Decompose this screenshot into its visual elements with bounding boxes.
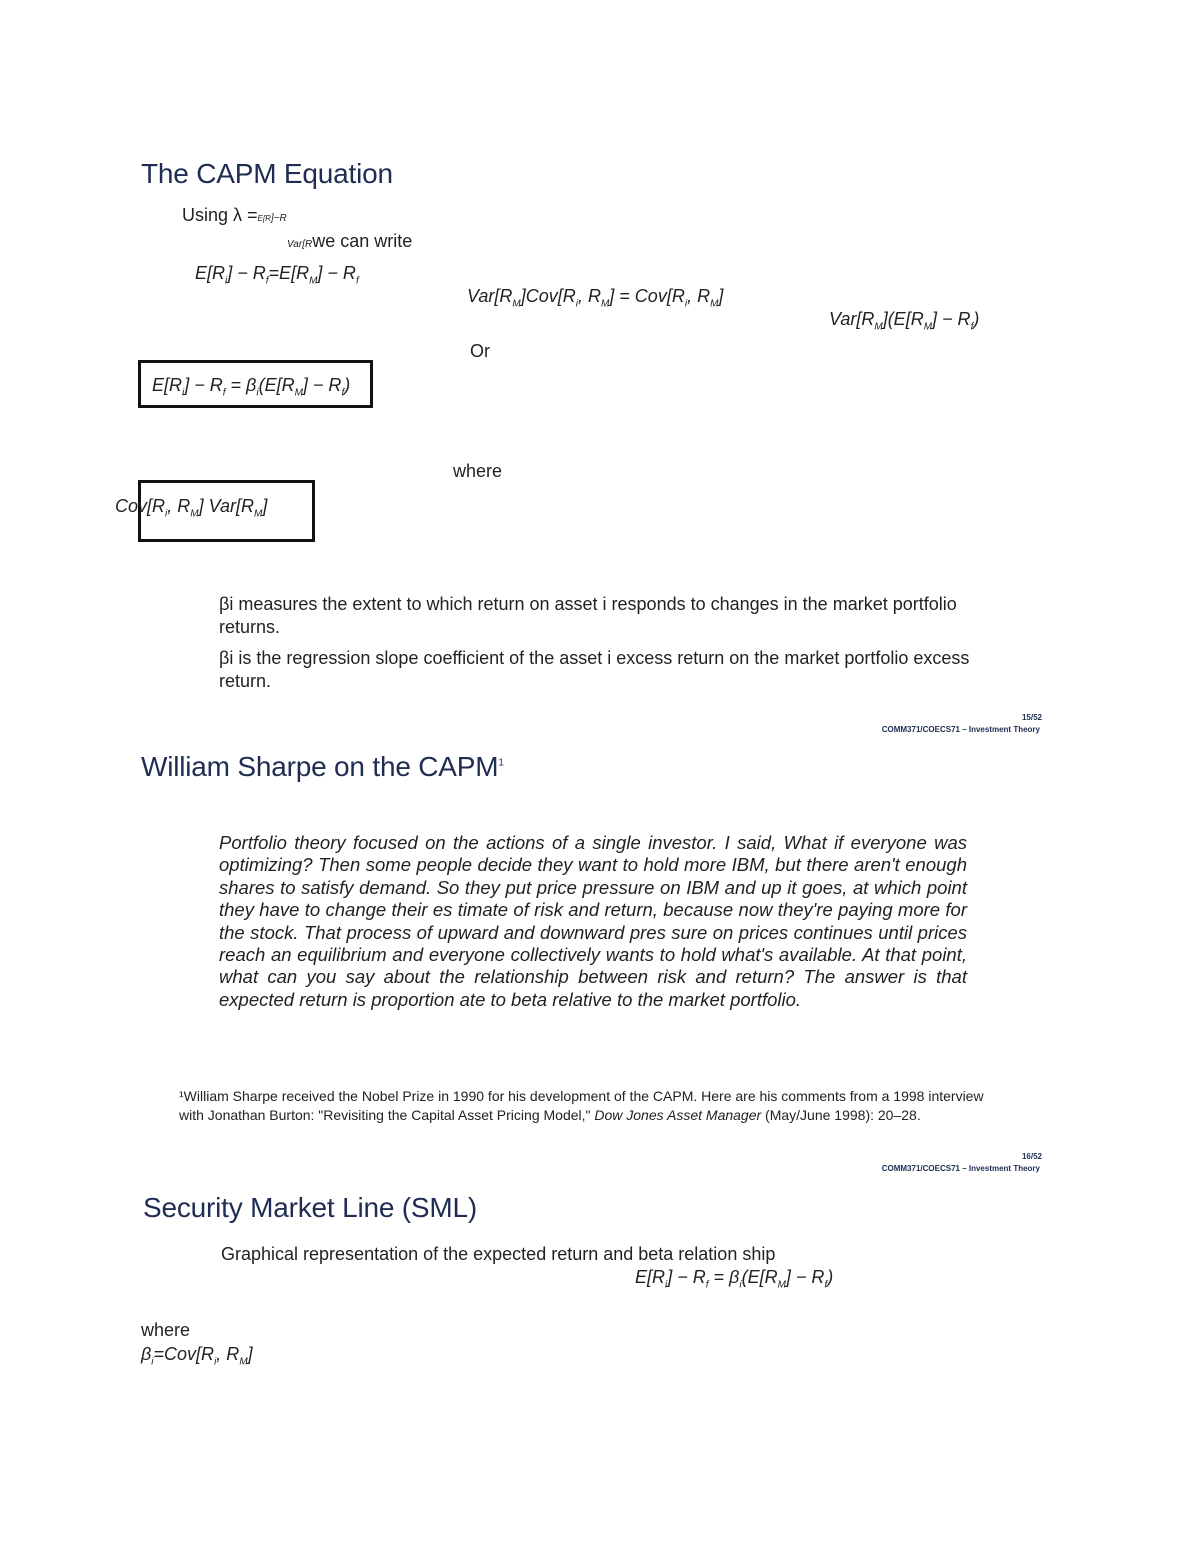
lambda-numerator-rest: ]−R xyxy=(270,213,287,224)
slide2-title-text: William Sharpe on the CAPM xyxy=(141,751,499,782)
footnote-journal: Dow Jones Asset Manager xyxy=(594,1106,762,1123)
or-text: Or xyxy=(470,341,490,361)
footnote-text-post: (May/June 1998): 20–28. xyxy=(761,1106,921,1123)
footnote-text-pre: ¹William Sharpe received the Nobel Prize in 1990 for his development of the CAPM. Here are his comments from a 1998 interview with Jonathan Burton: "Revisiting the Capital Asset Pricing Model," xyxy=(179,1088,984,1123)
using-prefix: Using λ = xyxy=(182,205,258,225)
using-lambda-text xyxy=(182,205,287,226)
sharpe-quote: Portfolio theory focused on the actions of a single investor. I said, What if everyone was optimizing? Then some people decide they want to hold more IBM, but there aren't enough shares to satisfy demand. So they put price pressure on IBM and up it goes, at which point they have to change their es timate of risk and return, because now they're paying more for the stock. That process of upward and downward pres sure on prices continues until prices reach an equilibrium and everyone collectively wants to hold what's available. At that point, what can you say about the relationship between risk and return? The answer is that expected return is proportion ate to beta relative to the market portfolio. xyxy=(219,832,967,1010)
sml-equation: $E[R_i] - R_f = \beta_i(E[R_M] - R_f)$ xyxy=(635,1267,834,1291)
where-text-3: where xyxy=(141,1320,191,1340)
footnote-marker: 1 xyxy=(498,757,504,769)
slide1-title: The CAPM Equation xyxy=(141,158,393,189)
course-label-2: COMM371/COECS71 – Investment Theory xyxy=(881,1164,1040,1173)
slide3-title: Security Market Line (SML) xyxy=(143,1192,478,1223)
sharpe-footnote xyxy=(179,1087,999,1124)
we-can-write-line xyxy=(287,231,412,252)
boxed-equation-text: $E[R_i] - R_f = \beta_i(E[R_M] - R_f)$ xyxy=(152,375,351,399)
lambda-denominator: Var[R xyxy=(287,239,313,250)
equation-line-2: $Var[R_M]Cov[R_i$, $R_M] = Cov[R_i$, $R_M$] xyxy=(467,286,724,310)
course-label-1: COMM371/COECS71 – Investment Theory xyxy=(881,725,1040,734)
we-can-write: we can write xyxy=(312,231,413,251)
bullet-beta-measures: βi measures the extent to which return on asset i responds to changes in the market portfolio returns. xyxy=(219,594,957,637)
equation-line-3: $Var[R_M](E[R_M] - R_f)$ xyxy=(829,309,980,333)
equation-line-1: $E[R_i] - R_f=E[R_M] - R_f$ xyxy=(195,263,359,287)
slide2-title xyxy=(141,751,504,783)
beta-definition: $Cov[R_i$, $R_M$] $Var[R_M]$ xyxy=(115,496,268,520)
bullet-beta-regression: βi is the regression slope coefficient of the asset i excess return on the market portfolio excess return. xyxy=(219,648,970,691)
sml-description: Graphical representation of the expected return and beta relation ship xyxy=(221,1244,776,1264)
page-number-15: 15/52 xyxy=(1021,713,1042,722)
where-text-1: where xyxy=(453,461,503,481)
page-number-16: 16/52 xyxy=(1021,1152,1042,1161)
lambda-numerator: E[R xyxy=(257,214,271,223)
sml-beta-equation: $\beta_i=Cov[R_i$, $R_M$] xyxy=(141,1344,253,1368)
